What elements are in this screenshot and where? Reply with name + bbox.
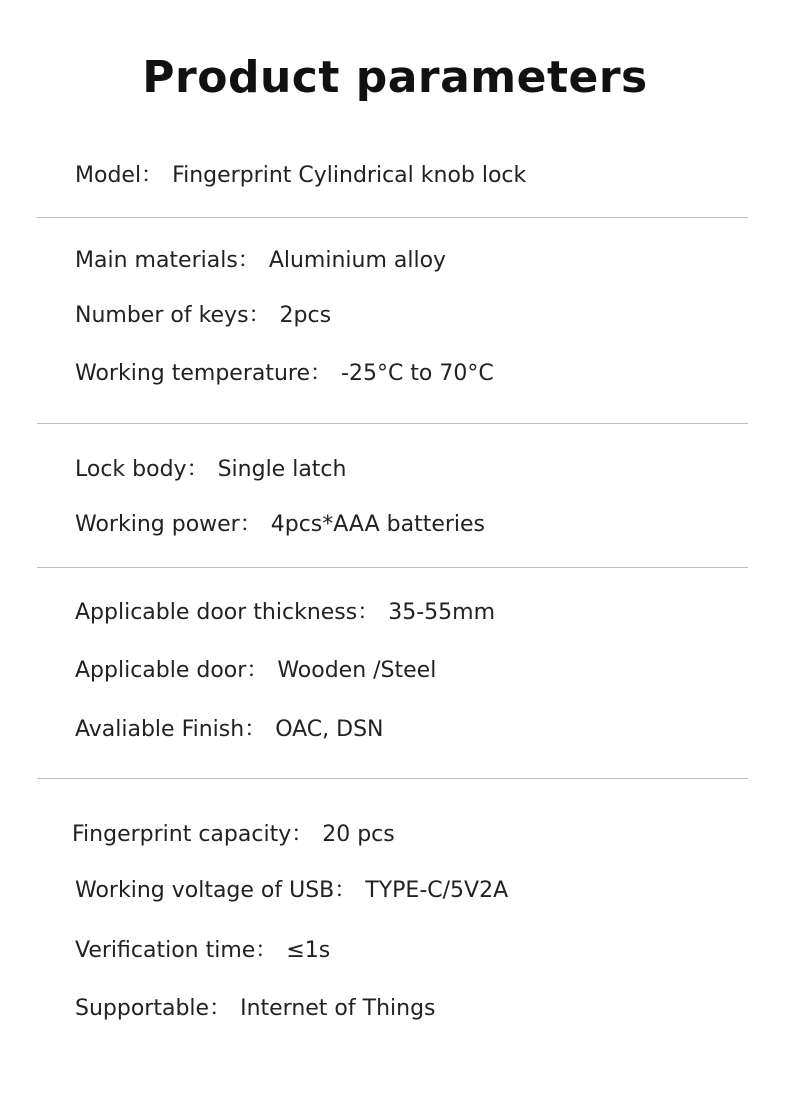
param-label: Working voltage of USB： [75, 878, 357, 903]
param-value: Single latch [217, 457, 347, 482]
param-label: Applicable door thickness： [75, 600, 380, 625]
param-row-main-materials [75, 247, 446, 275]
param-row-verification-time [75, 937, 330, 965]
param-row-available-finish [75, 716, 384, 744]
param-label: Working temperature： [75, 361, 333, 386]
param-label: Working power： [75, 512, 262, 537]
param-label: Supportable： [75, 996, 232, 1021]
param-value: Wooden /Steel [277, 658, 437, 683]
section-divider [37, 217, 748, 218]
param-value: 20 pcs [322, 822, 395, 847]
param-row-supportable [75, 995, 436, 1023]
page-title: Product parameters [142, 52, 648, 103]
param-row-fingerprint-capacity [72, 821, 395, 849]
param-label: Applicable door： [75, 658, 269, 683]
section-divider [37, 423, 748, 424]
param-value: -25°C to 70°C [341, 361, 494, 386]
param-value: 35-55mm [388, 600, 496, 625]
param-row-working-temperature [75, 360, 494, 388]
param-label: Model： [75, 163, 164, 188]
param-label: Verification time： [75, 938, 278, 963]
param-value: TYPE-C/5V2A [365, 878, 509, 903]
param-value: 2pcs [279, 303, 332, 328]
param-value: 4pcs*AAA batteries [270, 512, 486, 537]
param-value: Aluminium alloy [268, 248, 447, 273]
param-label: Number of keys： [75, 303, 271, 328]
param-row-usb-voltage [75, 877, 508, 905]
param-label: Avaliable Finish： [75, 717, 267, 742]
param-label: Main materials： [75, 248, 260, 273]
param-row-door-thickness [75, 599, 495, 627]
param-row-lock-body [75, 456, 346, 484]
section-divider [37, 778, 748, 779]
section-divider [37, 567, 748, 568]
param-value: Fingerprint Cylindrical knob lock [172, 163, 527, 188]
param-row-model [75, 162, 526, 190]
param-label: Lock body： [75, 457, 209, 482]
param-label: Fingerprint capacity： [72, 822, 314, 847]
param-row-number-of-keys [75, 302, 331, 330]
param-row-working-power [75, 511, 485, 539]
param-row-applicable-door [75, 657, 436, 685]
param-value: Internet of Things [240, 996, 436, 1021]
param-value: ≤1s [286, 938, 331, 963]
param-value: OAC, DSN [275, 717, 384, 742]
